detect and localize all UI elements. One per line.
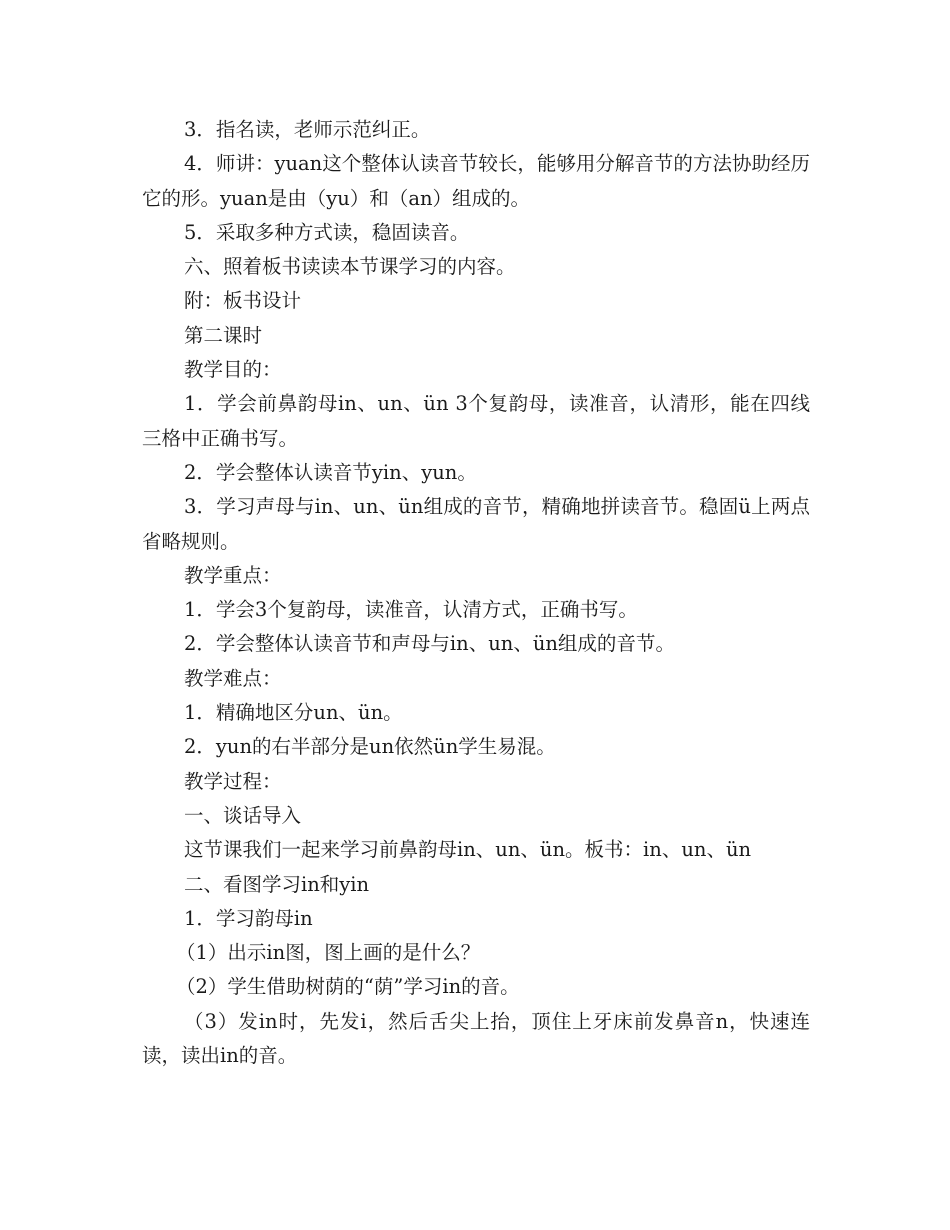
paragraph: 2．yun的右半部分是un依然ün学生易混。 [184,735,556,759]
section-heading: 教学重点： [184,563,282,587]
paragraph: 5．采取多种方式读，稳固读音。 [184,220,470,244]
section-heading: 教学过程： [184,769,282,793]
section-heading: 教学难点： [184,666,282,690]
section-heading: 二、看图学习in和yin [184,872,370,896]
paragraph: 3．指名读，老师示范纠正。 [184,118,431,141]
paragraph: 2．学会整体认读音节yin、yun。 [184,460,477,484]
section-heading: 第二课时 [184,323,263,347]
paragraph: 附：板书设计 [184,289,302,313]
paragraph: （3）发in时，先发i，然后舌尖上抬，顶住上牙床前发鼻音n，快速连读，读出in的音。 [142,1009,810,1068]
paragraph: （1）出示in图，图上画的是什么？ [176,941,481,965]
paragraph: 1．学会3个复韵母，读准音，认清方式，正确书写。 [184,598,638,622]
section-heading: 一、谈话导入 [184,803,302,827]
document-body [142,113,810,1073]
paragraph: 1．学会前鼻韵母in、un、ün 3个复韵母，读准音，认清形，能在四线三格中正确书写。 [142,392,810,450]
section-heading: 教学目的： [184,358,282,382]
paragraph: 4．师讲：yuan这个整体认读音节较长，能够用分解音节的方法协助经历它的形。yuan是由（yu）和（an）组成的。 [142,152,810,210]
paragraph: 1．精确地区分un、ün。 [184,701,403,725]
paragraph: （2）学生借助树荫的“荫”学习in的音。 [176,975,520,999]
section-heading: 六、照着板书读读本节课学习的内容。 [184,255,516,279]
paragraph: 1．学习韵母in [184,906,313,930]
paragraph: 3．学习声母与in、un、ün组成的音节，精确地拼读音节。稳固ü上两点省略规则。 [142,495,810,553]
paragraph: 这节课我们一起来学习前鼻韵母in、un、ün。板书：in、un、ün [184,838,752,862]
paragraph: 2．学会整体认读音节和声母与in、un、ün组成的音节。 [184,632,675,656]
